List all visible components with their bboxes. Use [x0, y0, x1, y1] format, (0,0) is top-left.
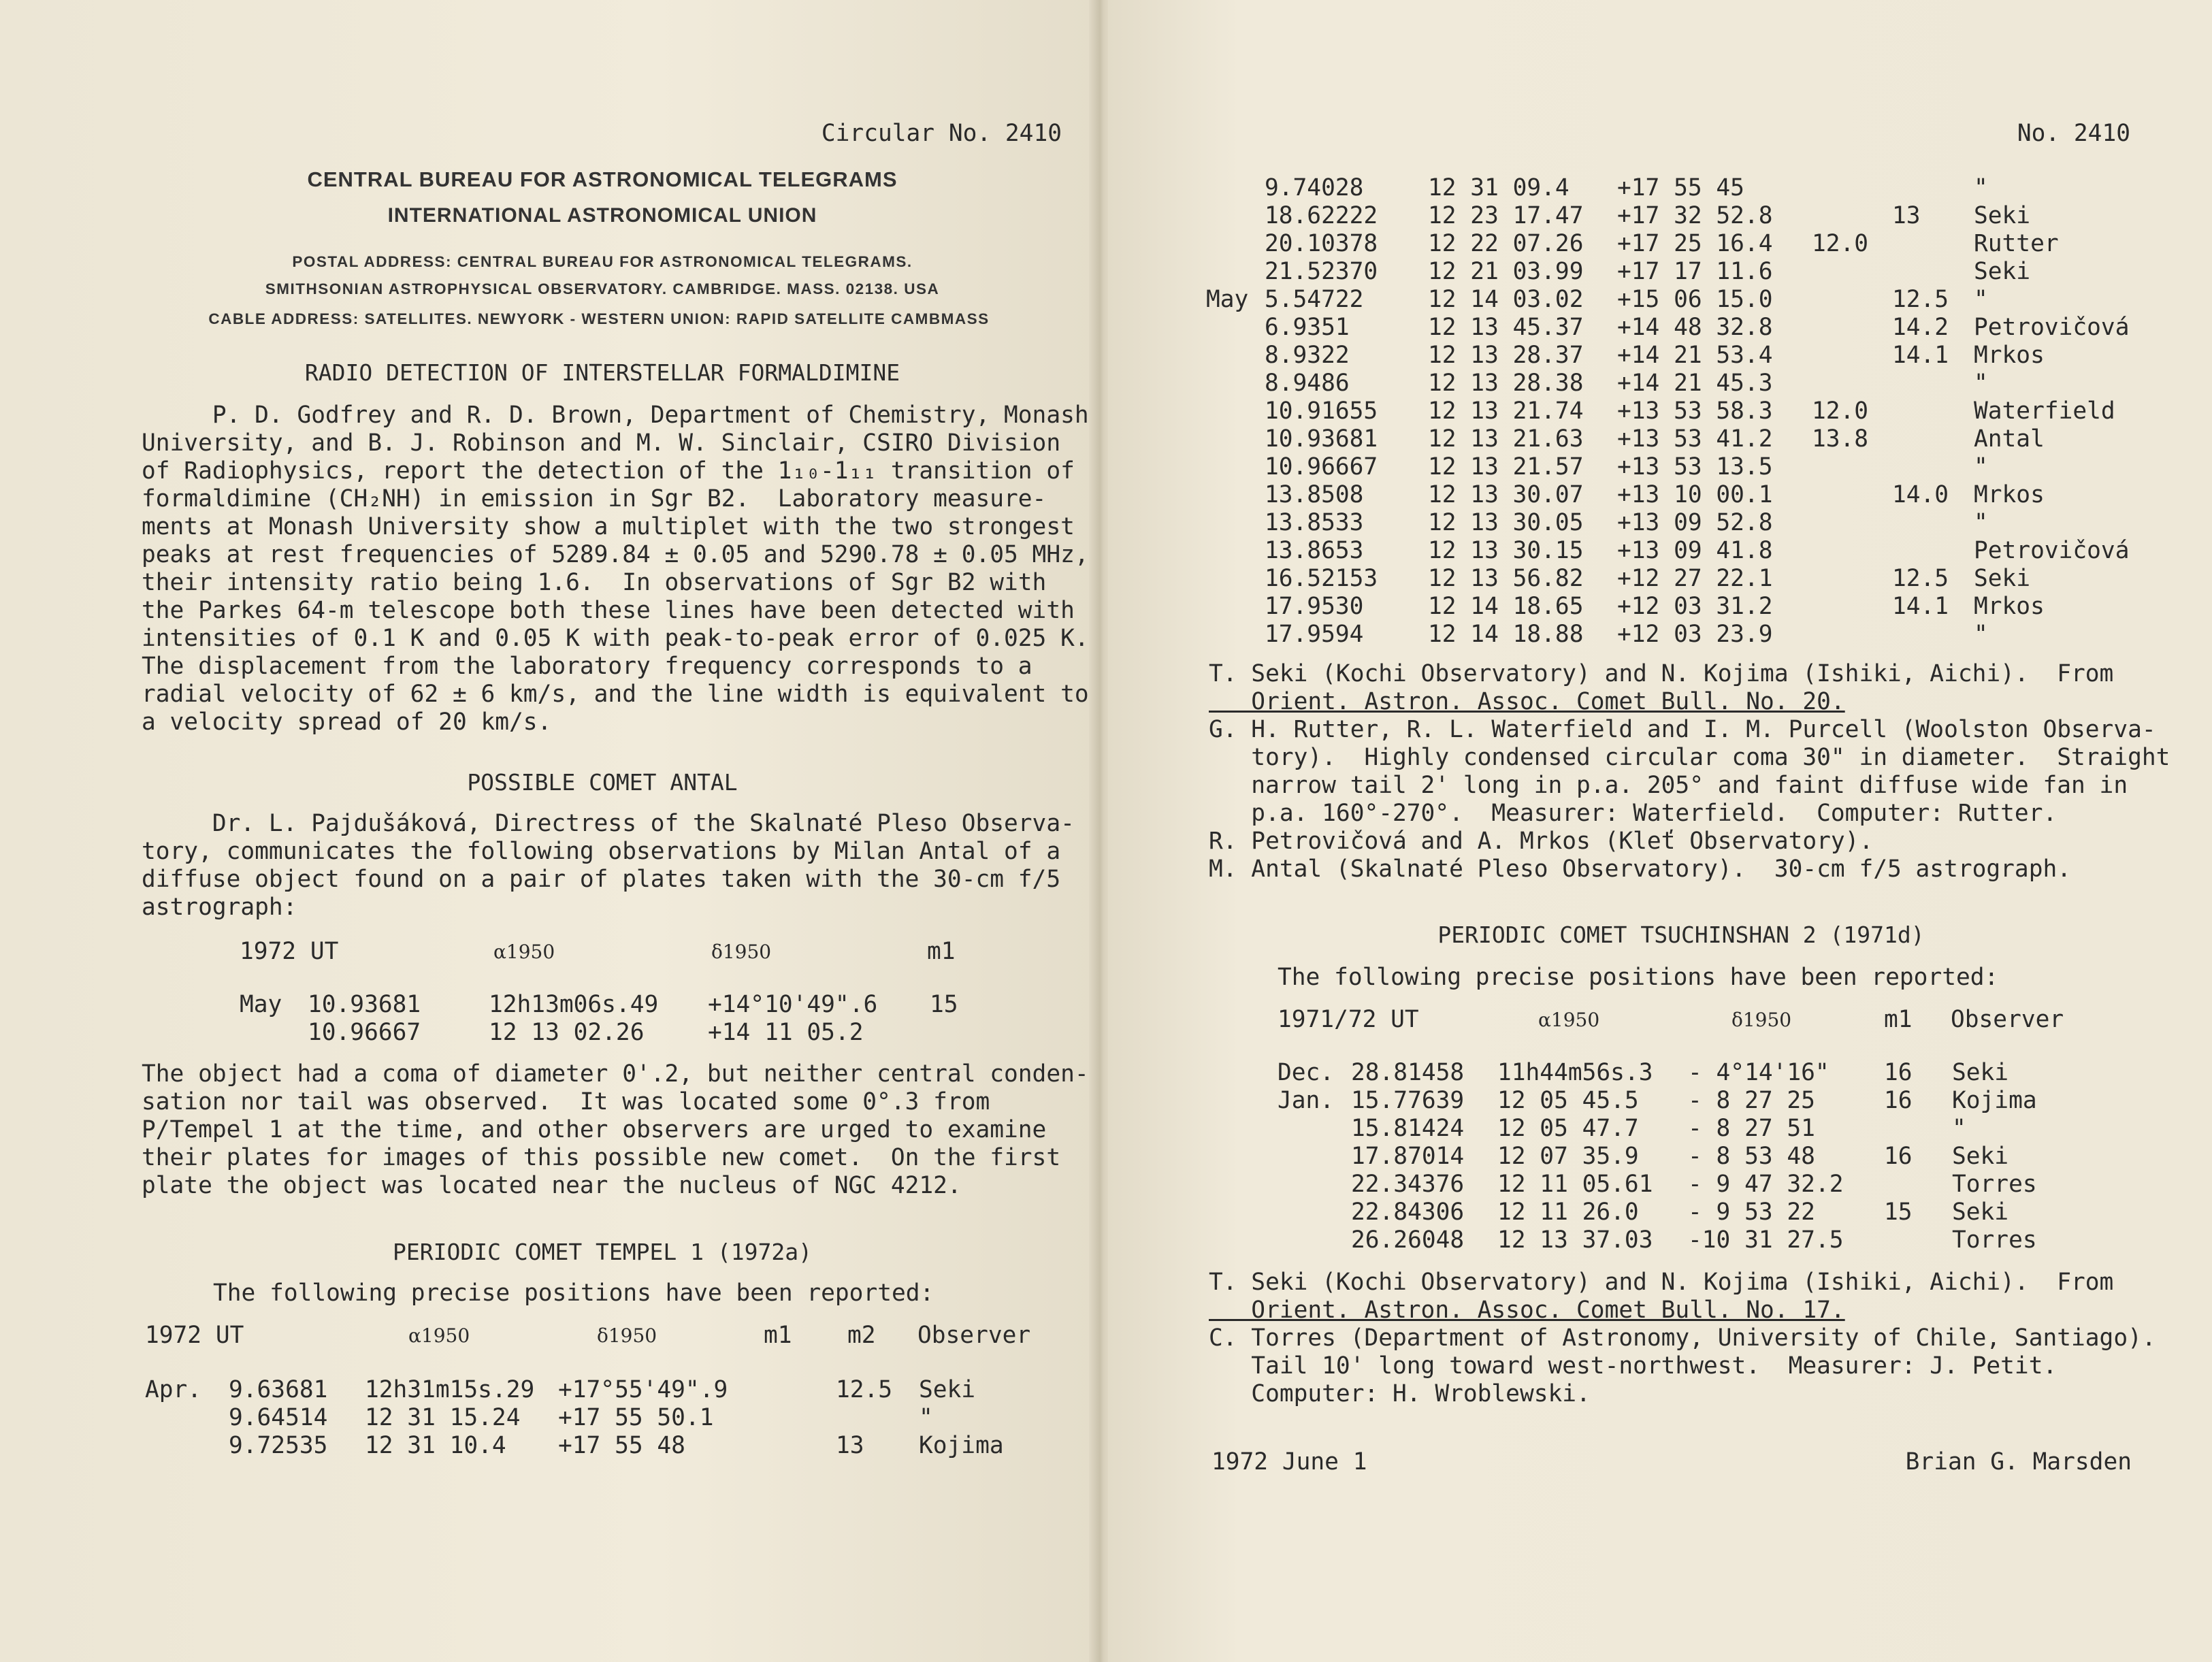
table-cell: 16	[1884, 1143, 1913, 1170]
table-cell: Kojima	[919, 1432, 1004, 1459]
table-cell: 9.63681	[229, 1376, 328, 1403]
table-cell: 12 31 15.24	[365, 1404, 521, 1431]
table-cell: 14.1	[1892, 593, 1949, 620]
table-cell: 8.9486	[1265, 370, 1350, 397]
column-header: δ1950	[711, 941, 772, 963]
tempel-intro: The following precise positions have been reported:	[213, 1280, 934, 1307]
table-cell: 6.9351	[1265, 314, 1350, 341]
table-cell: - 9 47 32.2	[1688, 1171, 1844, 1198]
note-line: R. Petrovičová and A. Mrkos (Kleť Observatory).	[1209, 828, 1874, 855]
table-cell: 11h44m56s.3	[1497, 1059, 1653, 1086]
table-cell: 9.74028	[1265, 174, 1364, 201]
table-cell: +12 03 23.9	[1617, 621, 1773, 648]
table-cell: Seki	[1974, 202, 2031, 229]
table-cell: 28.81458	[1351, 1059, 1465, 1086]
table-cell: 12.0	[1812, 230, 1869, 257]
table-cell: +13 53 41.2	[1617, 425, 1773, 453]
text-line: ments at Monash University show a multiplet with the two strongest	[142, 513, 1075, 540]
table-cell: +14 21 53.4	[1617, 342, 1773, 369]
table-cell: Seki	[1952, 1059, 2009, 1086]
table-cell: 14.1	[1892, 342, 1949, 369]
table-cell: 12 13 30.15	[1428, 537, 1584, 564]
table-cell: 9.72535	[229, 1432, 328, 1459]
table-cell: 9.64514	[229, 1404, 328, 1431]
note-line: M. Antal (Skalnaté Pleso Observatory). 30-cm f/5 astrograph.	[1209, 856, 2072, 883]
table-cell: +12 27 22.1	[1617, 565, 1773, 592]
table-cell: 17.9530	[1265, 593, 1364, 620]
table-cell: - 4°14'16"	[1688, 1059, 1829, 1086]
table-cell: 10.93681	[308, 991, 421, 1018]
table-cell: +15 06 15.0	[1617, 286, 1773, 313]
antal-followup-paragraph	[142, 1060, 1089, 1200]
table-cell: Waterfield	[1974, 397, 2115, 425]
table-cell: +13 53 13.5	[1617, 453, 1773, 480]
note-line: Orient. Astron. Assoc. Comet Bull. No. 17.	[1209, 1297, 1845, 1324]
note-line: T. Seki (Kochi Observatory) and N. Kojima (Ishiki, Aichi). From	[1209, 1269, 2114, 1296]
table-cell: 12 11 26.0	[1497, 1199, 1639, 1226]
text-line: sation nor tail was observed. It was located some 0°.3 from	[142, 1088, 990, 1115]
table-cell: 12 13 45.37	[1428, 314, 1584, 341]
text-line: formaldimine (CH₂NH) in emission in Sgr B2. Laboratory measure-	[142, 485, 1047, 512]
table-cell: Seki	[1974, 565, 2031, 592]
circular-number: Circular No. 2410	[821, 120, 1062, 147]
text-line: astrograph:	[142, 894, 297, 921]
table-cell: +17 32 52.8	[1617, 202, 1773, 229]
table-cell: 12 05 47.7	[1497, 1115, 1639, 1142]
table-cell: - 8 53 48	[1688, 1143, 1815, 1170]
column-header: δ1950	[1731, 1009, 1792, 1031]
table-cell: 12 14 03.02	[1428, 286, 1584, 313]
table-cell: Petrovičová	[1974, 537, 2130, 564]
bureau-title: CENTRAL BUREAU FOR ASTRONOMICAL TELEGRAMS	[307, 167, 898, 191]
table-cell: Torres	[1952, 1171, 2037, 1198]
page-number-label: No. 2410	[2017, 120, 2130, 147]
text-line: peaks at rest frequencies of 5289.84 ± 0.05 and 5290.78 ± 0.05 MHz,	[142, 541, 1089, 568]
text-line: their intensity ratio being 1.6. In observations of Sgr B2 with	[142, 569, 1047, 596]
table-cell: 16	[1884, 1059, 1913, 1086]
text-line: University, and B. J. Robinson and M. W. Sinclair, CSIRO Division	[142, 429, 1061, 457]
table-cell: +13 09 52.8	[1617, 509, 1773, 536]
table-cell: 16	[1884, 1087, 1913, 1114]
table-cell: - 8 27 25	[1688, 1087, 1815, 1114]
table-cell: Petrovičová	[1974, 314, 2130, 341]
note-line: T. Seki (Kochi Observatory) and N. Kojima (Ishiki, Aichi). From	[1209, 660, 2114, 687]
table-cell: - 9 53 22	[1688, 1199, 1815, 1226]
text-line: radial velocity of 62 ± 6 km/s, and the line width is equivalent to	[142, 681, 1089, 708]
table-cell: "	[1974, 286, 1988, 313]
table-cell: Seki	[1952, 1199, 2009, 1226]
table-cell: 12 13 37.03	[1497, 1226, 1653, 1254]
table-cell: "	[1974, 621, 1988, 648]
circular-date: 1972 June 1	[1211, 1448, 1367, 1476]
tsuchinshan-observer-notes	[1209, 1269, 2156, 1408]
text-line: Dr. L. Pajdušáková, Directress of the Skalnaté Pleso Observa-	[142, 810, 1075, 837]
text-line: The object had a coma of diameter 0'.2, but neither central conden-	[142, 1060, 1089, 1088]
section-title-tempel: PERIODIC COMET TEMPEL 1 (1972a)	[393, 1239, 812, 1265]
table-cell: +14 48 32.8	[1617, 314, 1773, 341]
table-cell: +14°10'49".6	[708, 991, 878, 1018]
table-cell: 10.96667	[308, 1019, 421, 1046]
table-cell: 15.81424	[1351, 1115, 1465, 1142]
table-cell: 10.93681	[1265, 425, 1378, 453]
column-header: Observer	[1951, 1006, 2064, 1033]
table-cell: 5.54722	[1265, 286, 1364, 313]
table-cell: 12 31 09.4	[1428, 174, 1569, 201]
table-cell: 12 13 02.26	[489, 1019, 645, 1046]
text-line: P. D. Godfrey and R. D. Brown, Department of Chemistry, Monash	[142, 402, 1089, 429]
note-line: narrow tail 2' long in p.a. 205° and faint diffuse wide fan in	[1209, 772, 2128, 799]
tsuchinshan-intro: The following precise positions have been reported:	[1278, 964, 1999, 991]
table-cell: Mrkos	[1974, 481, 2045, 508]
table-cell: 14.2	[1892, 314, 1949, 341]
table-cell: +17 17 11.6	[1617, 258, 1773, 285]
table-cell: 17.9594	[1265, 621, 1364, 648]
tempel-observer-notes	[1209, 660, 2170, 883]
table-cell: 21.52370	[1265, 258, 1378, 285]
table-cell: "	[1974, 370, 1988, 397]
table-cell: 13.8653	[1265, 537, 1364, 564]
table-cell: Kojima	[1952, 1087, 2037, 1114]
note-line: C. Torres (Department of Astronomy, University of Chile, Santiago).	[1209, 1324, 2156, 1352]
column-header: α1950	[1538, 1009, 1600, 1031]
table-cell: 12.0	[1812, 397, 1869, 425]
column-header: 1972 UT	[145, 1322, 244, 1349]
text-line: intensities of 0.1 K and 0.05 K with peak-to-peak error of 0.025 K.	[142, 625, 1089, 652]
table-cell: 14.0	[1892, 481, 1949, 508]
section-title-tsuchinshan: PERIODIC COMET TSUCHINSHAN 2 (1971d)	[1437, 922, 1925, 948]
text-line: diffuse object found on a pair of plates taken with the 30-cm f/5	[142, 866, 1061, 893]
table-cell: Antal	[1974, 425, 2045, 453]
table-cell: "	[1974, 174, 1988, 201]
note-line: p.a. 160°-270°. Measurer: Waterfield. Computer: Rutter.	[1209, 800, 2058, 827]
table-cell: 12 13 28.37	[1428, 342, 1584, 369]
table-cell: 26.26048	[1351, 1226, 1465, 1254]
table-cell: +13 53 58.3	[1617, 397, 1773, 425]
table-cell: 10.96667	[1265, 453, 1378, 480]
table-cell: 20.10378	[1265, 230, 1378, 257]
signature: Brian G. Marsden	[1905, 1448, 2132, 1476]
table-cell: Mrkos	[1974, 593, 2045, 620]
column-header: m1	[927, 938, 956, 965]
column-header: δ1950	[597, 1324, 657, 1347]
table-cell: 12.5	[1892, 565, 1949, 592]
table-cell: Jan.	[1278, 1087, 1335, 1114]
note-line: G. H. Rutter, R. L. Waterfield and I. M. Purcell (Woolston Observa-	[1209, 716, 2156, 743]
text-line: tory, communicates the following observations by Milan Antal of a	[142, 838, 1061, 865]
table-cell: 12h13m06s.49	[489, 991, 659, 1018]
text-line: P/Tempel 1 at the time, and other observers are urged to examine	[142, 1116, 1047, 1143]
table-cell: +17 25 16.4	[1617, 230, 1773, 257]
table-cell: 12 13 21.57	[1428, 453, 1584, 480]
text-line: The displacement from the laboratory frequency corresponds to a	[142, 653, 1032, 680]
note-line: Orient. Astron. Assoc. Comet Bull. No. 20.	[1209, 688, 1845, 715]
table-cell: 12.5	[1892, 286, 1949, 313]
text-line: of Radiophysics, report the detection of the 1₁₀-1₁₁ transition of	[142, 457, 1075, 485]
table-cell: 12 13 21.74	[1428, 397, 1584, 425]
table-cell: 12 05 45.5	[1497, 1087, 1639, 1114]
table-cell: 12 13 28.38	[1428, 370, 1584, 397]
table-cell: +13 09 41.8	[1617, 537, 1773, 564]
column-header: m1	[1884, 1006, 1913, 1033]
table-cell: 12 13 30.05	[1428, 509, 1584, 536]
column-header: 1971/72 UT	[1278, 1006, 1419, 1033]
table-cell: 15	[1884, 1199, 1913, 1226]
table-cell: Dec.	[1278, 1059, 1335, 1086]
note-line: Computer: H. Wroblewski.	[1209, 1380, 1591, 1407]
text-line: a velocity spread of 20 km/s.	[142, 708, 552, 736]
postal-address-line2: SMITHSONIAN ASTROPHYSICAL OBSERVATORY. CAMBRIDGE. MASS. 02138. USA	[265, 280, 940, 297]
table-cell: 12 13 30.07	[1428, 481, 1584, 508]
table-cell: 12 13 56.82	[1428, 565, 1584, 592]
table-cell: 13.8	[1812, 425, 1869, 453]
table-cell: 12 14 18.65	[1428, 593, 1584, 620]
table-cell: Seki	[1952, 1143, 2009, 1170]
table-cell: 12 13 21.63	[1428, 425, 1584, 453]
text-line: plate the object was located near the nucleus of NGC 4212.	[142, 1172, 962, 1199]
table-cell: 12 21 03.99	[1428, 258, 1584, 285]
table-cell: +14 11 05.2	[708, 1019, 864, 1046]
table-cell: +12 03 31.2	[1617, 593, 1773, 620]
postal-address-line1: POSTAL ADDRESS: CENTRAL BUREAU FOR ASTRONOMICAL TELEGRAMS.	[292, 253, 913, 270]
table-cell: 16.52153	[1265, 565, 1378, 592]
table-cell: 13.8508	[1265, 481, 1364, 508]
table-cell: 12 14 18.88	[1428, 621, 1584, 648]
table-cell: 8.9322	[1265, 342, 1350, 369]
table-cell: Mrkos	[1974, 342, 2045, 369]
table-cell: 13.8533	[1265, 509, 1364, 536]
column-header: m1	[764, 1322, 792, 1349]
text-line: their plates for images of this possible new comet. On the first	[142, 1144, 1061, 1171]
section-title-antal: POSSIBLE COMET ANTAL	[467, 769, 738, 796]
table-cell: 12 22 07.26	[1428, 230, 1584, 257]
table-cell: 12.5	[836, 1376, 893, 1403]
table-cell: May	[1206, 286, 1249, 313]
column-header: 1972 UT	[240, 938, 339, 965]
column-header: Observer	[917, 1322, 1031, 1349]
section-title-formaldimine: RADIO DETECTION OF INTERSTELLAR FORMALDIMINE	[304, 359, 900, 386]
table-cell: 10.91655	[1265, 397, 1378, 425]
table-cell: Seki	[1974, 258, 2031, 285]
table-cell: 15	[930, 991, 958, 1018]
table-cell: 17.87014	[1351, 1143, 1465, 1170]
table-cell: +17 55 48	[558, 1432, 685, 1459]
column-header: m2	[847, 1322, 876, 1349]
table-cell: 13	[1892, 202, 1921, 229]
table-cell: "	[919, 1404, 933, 1431]
table-cell: -10 31 27.5	[1688, 1226, 1844, 1254]
table-cell: 18.62222	[1265, 202, 1378, 229]
note-line: tory). Highly condensed circular coma 30" in diameter. Straight	[1209, 744, 2170, 771]
table-cell: 22.34376	[1351, 1171, 1465, 1198]
note-line: Tail 10' long toward west-northwest. Measurer: J. Petit.	[1209, 1352, 2058, 1380]
text-line: the Parkes 64-m telescope both these lines have been detected with	[142, 597, 1075, 624]
table-cell: 22.84306	[1351, 1199, 1465, 1226]
table-cell: +13 10 00.1	[1617, 481, 1773, 508]
table-cell: 12 07 35.9	[1497, 1143, 1639, 1170]
table-cell: +17 55 50.1	[558, 1404, 714, 1431]
table-cell: "	[1974, 453, 1988, 480]
table-cell: 13	[836, 1432, 864, 1459]
table-cell: Rutter	[1974, 230, 2059, 257]
table-cell: 12 31 10.4	[365, 1432, 506, 1459]
table-cell: - 8 27 51	[1688, 1115, 1815, 1142]
table-cell: +17°55'49".9	[558, 1376, 728, 1403]
formaldimine-paragraph	[142, 402, 1089, 736]
table-cell: +14 21 45.3	[1617, 370, 1773, 397]
table-cell: Apr.	[145, 1376, 202, 1403]
union-title: INTERNATIONAL ASTRONOMICAL UNION	[387, 204, 817, 227]
column-header: α1950	[493, 941, 555, 963]
table-cell: +17 55 45	[1617, 174, 1744, 201]
column-header: α1950	[408, 1324, 470, 1347]
table-cell: Torres	[1952, 1226, 2037, 1254]
table-cell: 15.77639	[1351, 1087, 1465, 1114]
table-cell: 12h31m15s.29	[365, 1376, 535, 1403]
table-cell: "	[1952, 1115, 1966, 1142]
table-cell: "	[1974, 509, 1988, 536]
table-cell: 12 11 05.61	[1497, 1171, 1653, 1198]
antal-paragraph	[142, 810, 1075, 922]
cable-address: CABLE ADDRESS: SATELLITES. NEWYORK - WESTERN UNION: RAPID SATELLITE CAMBMASS	[208, 310, 990, 327]
table-cell: May	[240, 991, 282, 1018]
table-cell: Seki	[919, 1376, 976, 1403]
table-cell: 12 23 17.47	[1428, 202, 1584, 229]
